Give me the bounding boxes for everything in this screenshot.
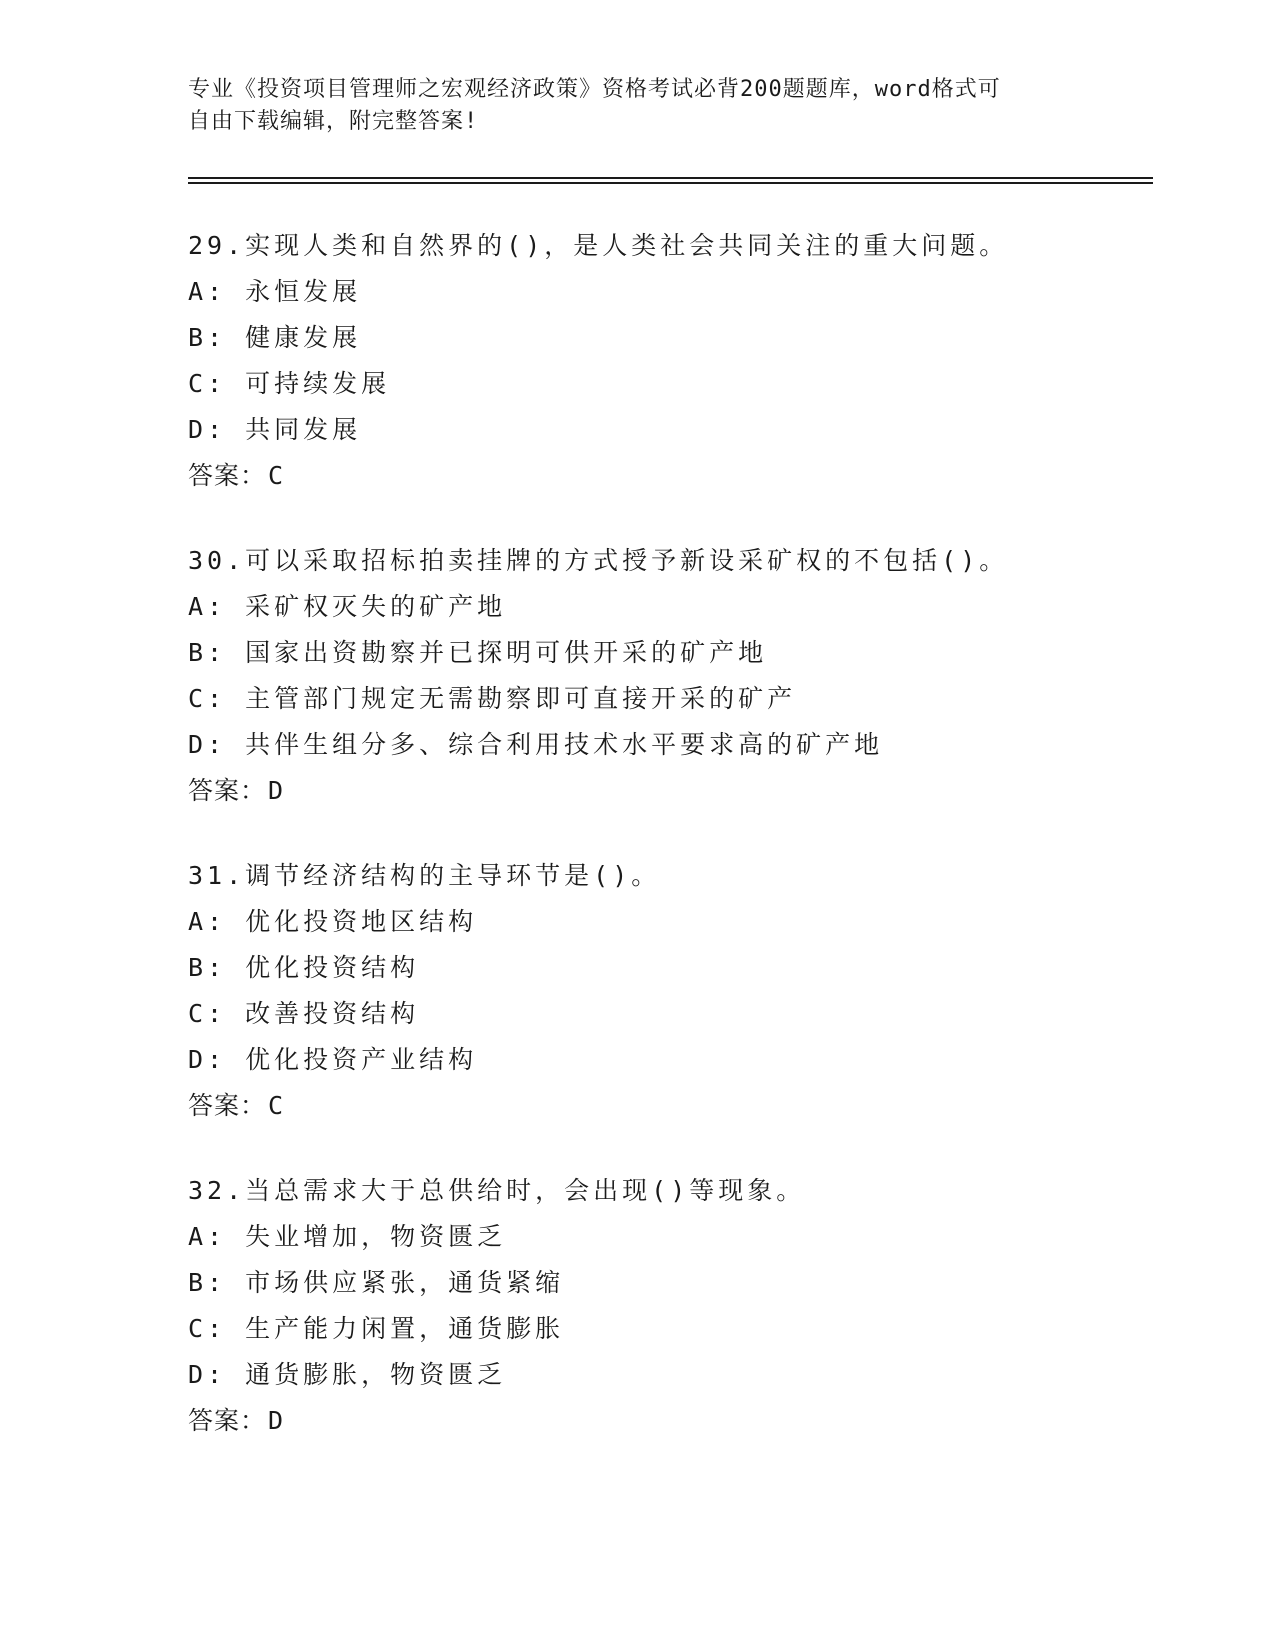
option-d: D: 共同发展 [188,415,362,444]
question-30 [188,538,1148,814]
answer-line [188,768,1148,814]
answer-line [188,1083,1148,1129]
question-stem: 29.实现人类和自然界的()，是人类社会共同关注的重大问题。 [188,231,1009,260]
answer-value: C [268,461,285,490]
option-b: B: 健康发展 [188,323,362,352]
answer-line [188,453,1148,499]
document-header [188,74,1088,138]
question-stem: 32.当总需求大于总供给时，会出现()等现象。 [188,1176,806,1205]
question-stem: 31.调节经济结构的主导环节是()。 [188,861,661,890]
option-c: C: 改善投资结构 [188,999,420,1028]
header-divider-bottom [188,182,1153,184]
option-a: A: 失业增加，物资匮乏 [188,1222,507,1251]
question-29 [188,223,1148,499]
header-line-1: 专业《投资项目管理师之宏观经济政策》资格考试必背200题题库，word格式可 [188,77,1001,102]
option-c: C: 主管部门规定无需勘察即可直接开采的矿产 [188,684,797,713]
option-c: C: 可持续发展 [188,369,391,398]
answer-value: D [268,776,285,805]
answer-label: 答案： [188,1406,267,1435]
answer-value: D [268,1406,285,1435]
answer-label: 答案： [188,776,267,805]
answer-value: C [268,1091,285,1120]
option-a: A: 优化投资地区结构 [188,907,478,936]
option-d: D: 优化投资产业结构 [188,1045,478,1074]
option-a: A: 永恒发展 [188,277,362,306]
header-line-2: 自由下载编辑，附完整答案! [188,109,479,134]
question-stem: 30.可以采取招标拍卖挂牌的方式授予新设采矿权的不包括()。 [188,546,1009,575]
answer-line [188,1398,1148,1444]
option-a: A: 采矿权灭失的矿产地 [188,592,507,621]
answer-label: 答案： [188,461,267,490]
option-c: C: 生产能力闲置，通货膨胀 [188,1314,565,1343]
question-31 [188,853,1148,1129]
question-32 [188,1168,1148,1444]
option-b: B: 优化投资结构 [188,953,420,982]
option-d: D: 通货膨胀，物资匮乏 [188,1360,507,1389]
option-b: B: 市场供应紧张，通货紧缩 [188,1268,565,1297]
answer-label: 答案： [188,1091,267,1120]
option-d: D: 共伴生组分多、综合利用技术水平要求高的矿产地 [188,730,884,759]
header-divider-top [188,177,1153,179]
option-b: B: 国家出资勘察并已探明可供开采的矿产地 [188,638,768,667]
